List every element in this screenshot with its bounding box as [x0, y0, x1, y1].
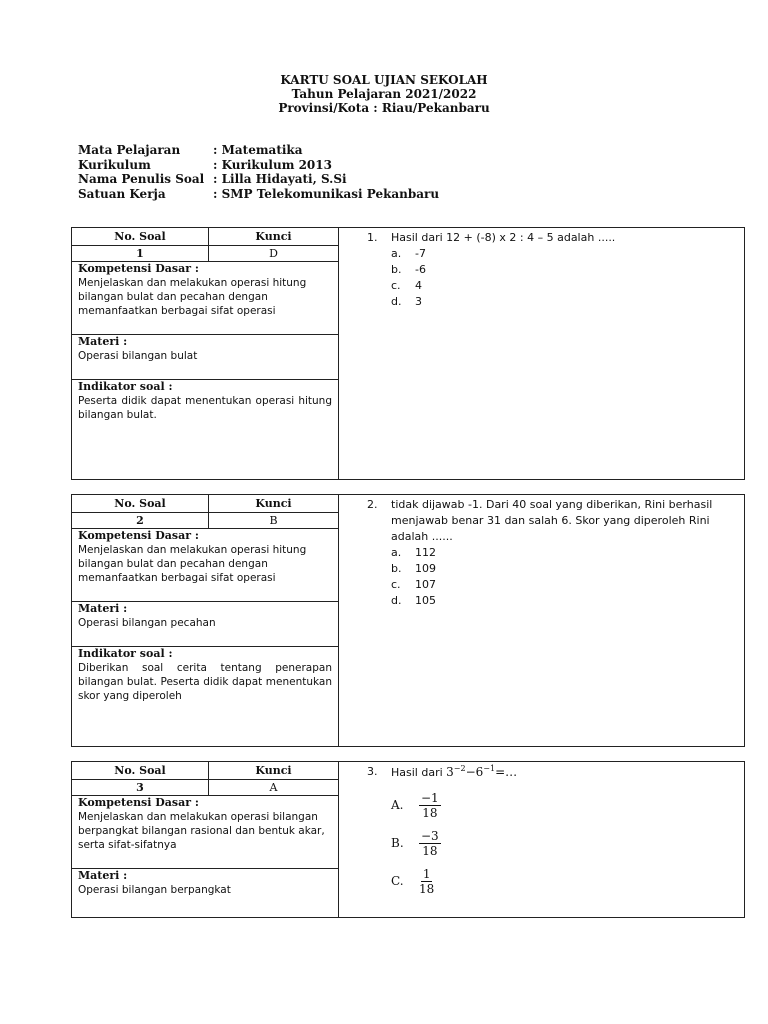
question-panel — [339, 762, 744, 917]
question-card-3 — [71, 761, 745, 918]
meta-value: : Kurikulum 2013 — [213, 157, 332, 172]
option-d — [391, 593, 736, 609]
meta-label: Mata Pelajaran — [78, 143, 181, 157]
option-letter: c. — [391, 578, 401, 591]
materi-title: Materi : — [78, 602, 128, 615]
materi-title: Materi : — [78, 335, 128, 348]
kunci-value: A — [269, 781, 278, 794]
meta-value: : SMP Telekomunikasi Pekanbaru — [213, 186, 440, 201]
option-a — [391, 789, 736, 821]
fraction-numerator: −3 — [421, 828, 439, 843]
option-c — [391, 278, 736, 294]
option-letter: A. — [391, 798, 404, 812]
kompetensi-text: Menjelaskan dan melakukan operasi hitung bilangan bulat dan pecahan dengan memanfaatkan berbagai sifat operasi — [78, 277, 307, 317]
question-panel — [339, 228, 744, 479]
kunci-label: Kunci — [255, 764, 292, 777]
option-text: 3 — [415, 295, 422, 308]
question-panel — [339, 495, 744, 746]
meta-row-unit — [78, 187, 439, 202]
materi-section — [72, 869, 338, 917]
meta-label: Satuan Kerja — [78, 186, 166, 201]
option-c — [391, 865, 736, 897]
options-list — [367, 545, 736, 609]
meta-label: Kurikulum — [78, 157, 151, 172]
meta-row-curriculum — [78, 158, 439, 173]
math-exponent: −2 — [453, 764, 466, 773]
indikator-text: Peserta didik dapat menentukan operasi hitung bilangan bulat. — [78, 395, 332, 421]
option-letter: d. — [391, 295, 402, 308]
meta-label: Nama Penulis Soal — [78, 172, 205, 186]
math-tail: =… — [495, 765, 518, 779]
no-soal-value: 2 — [72, 513, 209, 528]
option-letter: a. — [391, 247, 402, 260]
no-soal-value: 1 — [72, 246, 209, 261]
materi-section — [72, 602, 338, 647]
meta-row-author — [78, 172, 439, 187]
indikator-title: Indikator soal : — [78, 647, 173, 660]
indikator-title: Indikator soal : — [78, 380, 173, 393]
question-card-2 — [71, 494, 745, 747]
option-b — [391, 561, 736, 577]
meta-row-subject — [78, 143, 439, 158]
indikator-section — [72, 380, 338, 479]
no-soal-label: No. Soal — [72, 228, 209, 245]
option-letter: d. — [391, 594, 402, 607]
option-letter: b. — [391, 263, 402, 276]
option-d — [391, 294, 736, 310]
fraction-numerator: 1 — [422, 866, 431, 881]
card-header-row — [72, 228, 338, 246]
option-letter: b. — [391, 562, 402, 575]
option-fraction — [419, 791, 441, 820]
question-text: tidak dijawab -1. Dari 40 soal yang diberikan, Rini berhasil menjawab benar 31 dan salah 6. Skor yang diperoleh Rini adalah ...... — [391, 498, 713, 543]
fraction-denominator: 18 — [422, 805, 438, 820]
question-number: 3. — [367, 765, 378, 778]
no-soal-value: 3 — [72, 780, 209, 795]
question-card-1 — [71, 227, 745, 480]
option-fraction — [419, 867, 434, 896]
no-soal-label: No. Soal — [72, 495, 209, 512]
materi-title: Materi : — [78, 869, 128, 882]
kompetensi-text: Menjelaskan dan melakukan operasi hitung bilangan bulat dan pecahan dengan memanfaatkan berbagai sifat operasi — [78, 544, 307, 584]
kunci-label: Kunci — [255, 497, 292, 510]
option-text: -6 — [415, 263, 426, 276]
math-minus: − — [465, 765, 476, 779]
card-info-panel — [72, 228, 339, 479]
options-list — [367, 246, 736, 310]
header-province: Provinsi/Kota : Riau/Pekanbaru — [278, 101, 490, 115]
option-a — [391, 246, 736, 262]
no-soal-label: No. Soal — [72, 762, 209, 779]
kunci-value: D — [269, 247, 278, 260]
materi-section — [72, 335, 338, 380]
question-number: 1. — [367, 231, 378, 244]
card-value-row — [72, 246, 338, 262]
math-base: 3 — [446, 765, 454, 779]
kompetensi-text: Menjelaskan dan melakukan operasi bilangan berpangkat bilangan rasional dan bentuk akar, serta sifat-sifatnya — [78, 811, 325, 851]
card-header-row — [72, 495, 338, 513]
kompetensi-title: Kompetensi Dasar : — [78, 262, 199, 275]
kompetensi-section — [72, 796, 338, 869]
card-value-row — [72, 513, 338, 529]
option-a — [391, 545, 736, 561]
materi-text: Operasi bilangan bulat — [78, 350, 198, 362]
question-prefix: Hasil dari — [391, 766, 443, 779]
header-year: Tahun Pelajaran 2021/2022 — [291, 87, 477, 101]
card-header-row — [72, 762, 338, 780]
card-info-panel — [72, 762, 339, 917]
option-text: -7 — [415, 247, 426, 260]
meta-value: : Lilla Hidayati, S.Si — [213, 172, 347, 186]
option-letter: C. — [391, 874, 404, 888]
kunci-value: B — [269, 514, 278, 527]
document-meta — [78, 143, 439, 201]
document-header — [0, 73, 768, 115]
question-number: 2. — [367, 498, 378, 511]
option-b — [391, 827, 736, 859]
math-exponent: −1 — [483, 764, 496, 773]
option-text: 112 — [415, 546, 436, 559]
option-c — [391, 577, 736, 593]
fraction-numerator: −1 — [421, 790, 439, 805]
question-expression — [446, 765, 517, 779]
kompetensi-title: Kompetensi Dasar : — [78, 529, 199, 542]
option-letter: a. — [391, 546, 402, 559]
card-info-panel — [72, 495, 339, 746]
indikator-text: Diberikan soal cerita tentang penerapan bilangan bulat. Peserta didik dapat menentukan skor yang diperoleh — [78, 662, 332, 702]
option-text: 4 — [415, 279, 422, 292]
question-text — [367, 764, 736, 781]
option-text: 105 — [415, 594, 436, 607]
indikator-section — [72, 647, 338, 746]
option-text: 107 — [415, 578, 436, 591]
option-letter: c. — [391, 279, 401, 292]
card-value-row — [72, 780, 338, 796]
header-title: KARTU SOAL UJIAN SEKOLAH — [280, 73, 488, 87]
fraction-denominator: 18 — [419, 881, 435, 896]
option-b — [391, 262, 736, 278]
kompetensi-title: Kompetensi Dasar : — [78, 796, 199, 809]
kompetensi-section — [72, 529, 338, 602]
materi-text: Operasi bilangan pecahan — [78, 617, 216, 629]
materi-text: Operasi bilangan berpangkat — [78, 884, 231, 896]
meta-value: : Matematika — [213, 143, 303, 157]
question-text: Hasil dari 12 + (-8) x 2 : 4 – 5 adalah ..... — [391, 231, 616, 244]
math-base: 6 — [475, 765, 484, 779]
option-text: 109 — [415, 562, 436, 575]
option-fraction — [419, 829, 441, 858]
kompetensi-section — [72, 262, 338, 335]
fraction-denominator: 18 — [422, 843, 438, 858]
kunci-label: Kunci — [255, 230, 292, 243]
option-letter: B. — [391, 836, 404, 850]
